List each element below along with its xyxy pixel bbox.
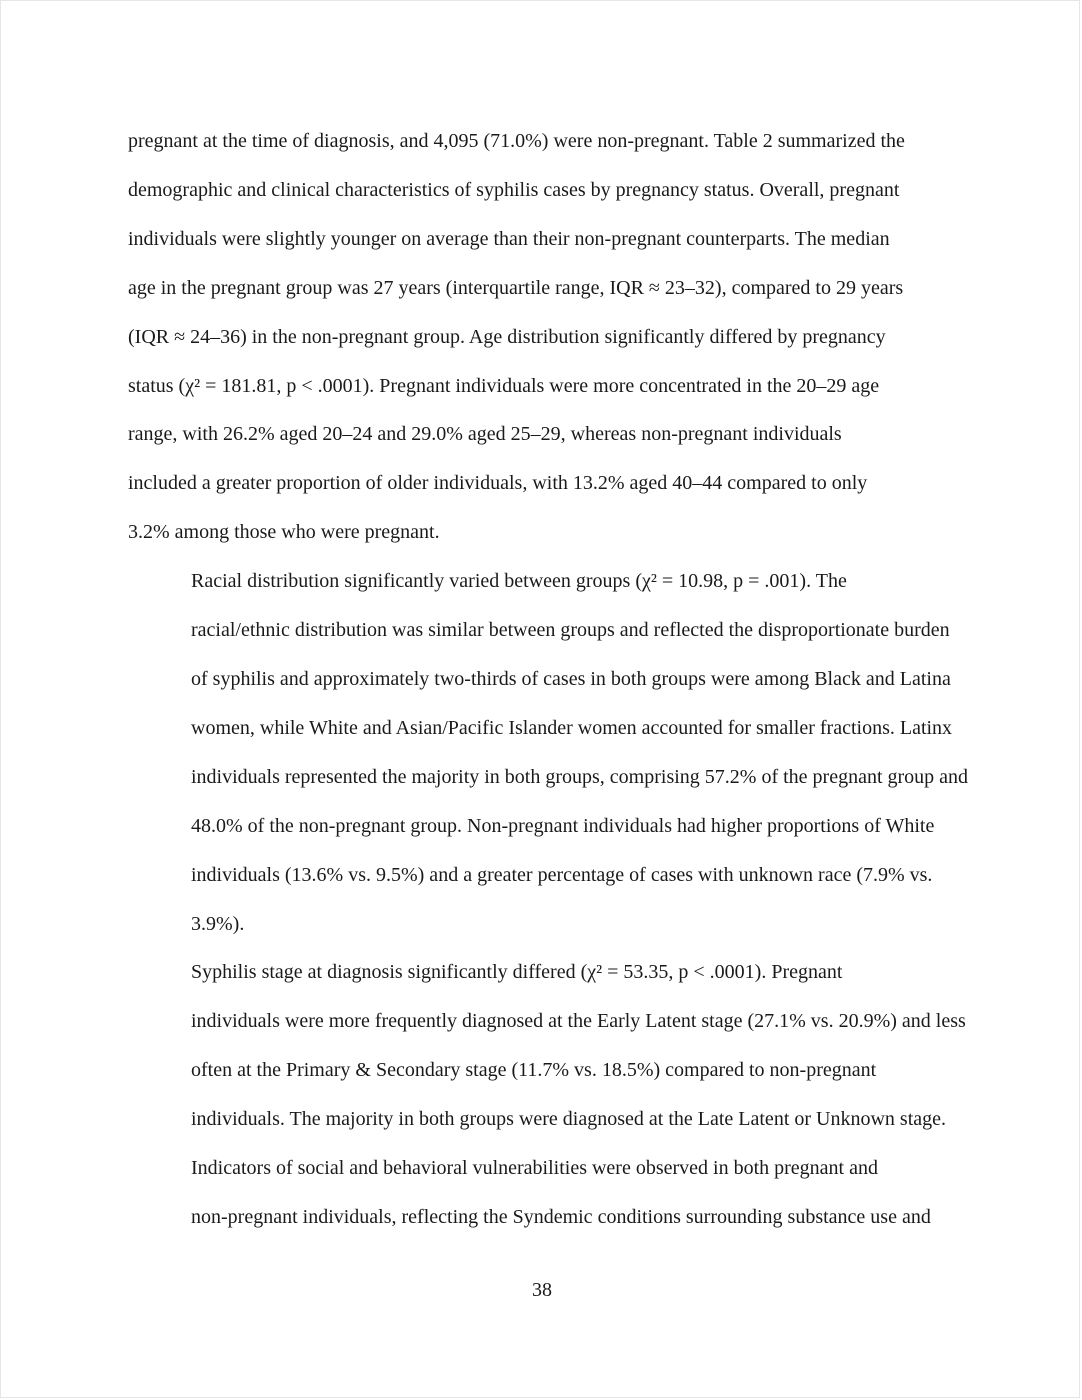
text-line: Syphilis stage at diagnosis significantly differed (χ² = 53.35, p < .0001). Pregnant: [191, 961, 843, 984]
text-line: individuals (13.6% vs. 9.5%) and a greater percentage of cases with unknown race (7.9% vs.: [191, 863, 933, 886]
paragraph-pregnancy-age: [128, 117, 958, 557]
text-line: age in the pregnant group was 27 years (interquartile range, IQR ≈ 23–32), compared to 29 years: [128, 276, 904, 299]
paragraph-racial-distribution: [128, 557, 969, 948]
text-line: 48.0% of the non-pregnant group. Non-pregnant individuals had higher proportions of White: [191, 814, 935, 837]
text-line: women, while White and Asian/Pacific Islander women accounted for smaller fractions. Latinx: [191, 716, 953, 739]
text-line: 3.2% among those who were pregnant.: [128, 521, 440, 544]
text-line: Indicators of social and behavioral vulnerabilities were observed in both pregnant and: [191, 1157, 878, 1180]
text-line: non-pregnant individuals, reflecting the Syndemic conditions surrounding substance use and: [191, 1205, 931, 1228]
text-line: individuals. The majority in both groups were diagnosed at the Late Latent or Unknown stage.: [191, 1108, 947, 1131]
page-number: 38: [532, 1279, 552, 1301]
text-line: (IQR ≈ 24–36) in the non-pregnant group. Age distribution significantly differed by pregnancy: [128, 325, 886, 348]
text-line: Racial distribution significantly varied between groups (χ² = 10.98, p = .001). The: [191, 570, 847, 593]
text-line: individuals were slightly younger on average than their non-pregnant counterparts. The median: [128, 227, 890, 250]
text-line: individuals represented the majority in both groups, comprising 57.2% of the pregnant group and: [191, 765, 969, 788]
text-line: 3.9%).: [191, 912, 245, 935]
text-line: racial/ethnic distribution was similar between groups and reflected the disproportionate burden: [191, 619, 950, 642]
paragraph-syphilis-stage: [128, 948, 966, 1144]
body-text: [128, 117, 969, 1242]
text-line: of syphilis and approximately two-thirds of cases in both groups were among Black and Latina: [191, 667, 951, 690]
text-line: range, with 26.2% aged 20–24 and 29.0% aged 25–29, whereas non-pregnant individuals: [128, 423, 842, 446]
text-line: pregnant at the time of diagnosis, and 4,095 (71.0%) were non-pregnant. Table 2 summarized the: [128, 130, 905, 152]
paragraph-vulnerabilities: [128, 1144, 958, 1242]
text-line: demographic and clinical characteristics of syphilis cases by pregnancy status. Overall, pregnant: [128, 178, 900, 201]
text-line: often at the Primary & Secondary stage (11.7% vs. 18.5%) compared to non-pregnant: [191, 1059, 877, 1082]
text-line: included a greater proportion of older individuals, with 13.2% aged 40–44 compared to only: [128, 472, 868, 495]
text-line: status (χ² = 181.81, p < .0001). Pregnant individuals were more concentrated in the 20–29 age: [128, 374, 880, 397]
text-line: individuals were more frequently diagnosed at the Early Latent stage (27.1% vs. 20.9%) and less: [191, 1010, 966, 1033]
